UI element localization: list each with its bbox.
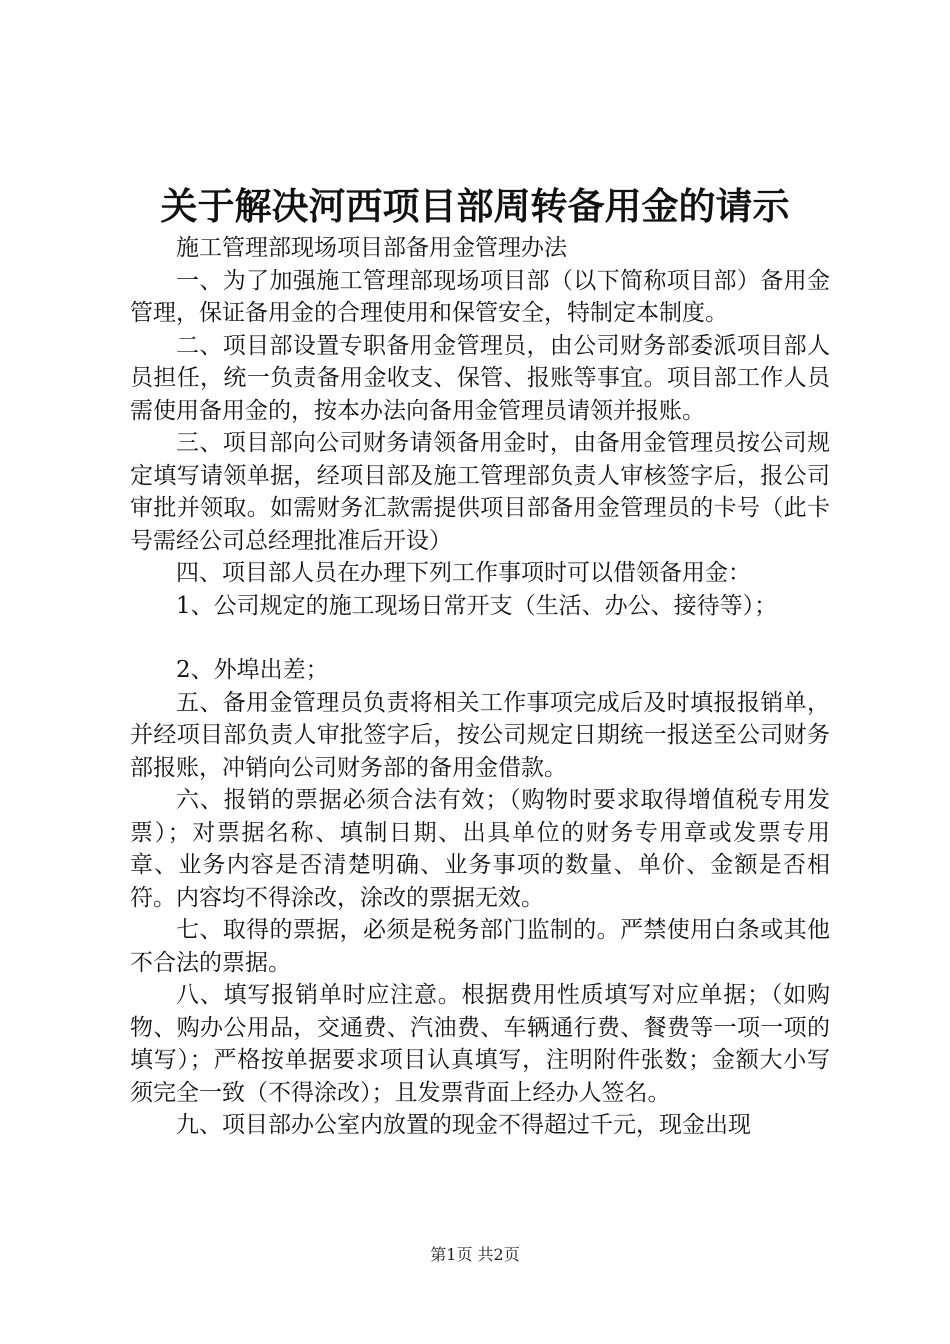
paragraph-1: 一、为了加强施工管理部现场项目部（以下简称项目部）备用金管理，保证备用金的合理使用和保管安全，特制定本制度。 [130,267,830,326]
paragraph-heading: 施工管理部现场项目部备用金管理办法 [176,235,567,261]
paragraph-2: 二、项目部设置专职备用金管理员，由公司财务部委派项目部人员担任，统一负责备用金收支、保管、报账等事宜。项目部工作人员需使用备用金的，按本办法向备用金管理员请领并报账。 [130,332,830,424]
paragraph-9: 九、项目部办公室内放置的现金不得超过千元，现金出现 [176,1112,751,1138]
paragraph-5: 五、备用金管理员负责将相关工作事项完成后及时填报报销单，并经项目部负责人审批签字后，按公司规定日期统一报送至公司财务部报账，冲销向公司财务部的备用金借款。 [130,689,830,781]
paragraph-3: 三、项目部向公司财务请领备用金时，由备用金管理员按公司规定填写请领单据，经项目部及施工管理部负责人审核签字后，报公司审批并领取。如需财务汇款需提供项目部备用金管理员的卡号（此卡号需经公司总经理批准后开设） [130,430,830,554]
paragraph-4: 四、项目部人员在办理下列工作事项时可以借领备用金： [176,560,751,586]
paragraph-7: 七、取得的票据，必须是税务部门监制的。严禁使用白条或其他不合法的票据。 [130,917,830,976]
page-number: 第1页 共2页 [430,1245,520,1264]
list-item-1: 1、公司规定的施工现场日常开支（生活、办公、接待等）； [176,592,778,619]
paragraph-6: 六、报销的票据必须合法有效；（购物时要求取得增值税专用发票）；对票据名称、填制日期、出具单位的财务专用章或发票专用章、业务内容是否清楚明确、业务事项的数量、单价、金额是否相符。内容均不得涂改，涂改的票据无效。 [130,787,830,911]
document-body [130,232,830,1142]
paragraph-8: 八、填写报销单时应注意。根据费用性质填写对应单据；（如购物、购办公用品，交通费、汽油费、车辆通行费、餐费等一项一项的填写）；严格按单据要求项目认真填写，注明附件张数；金额大小写须完全一致（不得涂改）；且发票背面上经办人签名。 [130,982,830,1106]
page-title: 关于解决河西项目部周转备用金的请示 [160,185,790,228]
list-item-2: 2、外埠出差； [176,657,329,683]
